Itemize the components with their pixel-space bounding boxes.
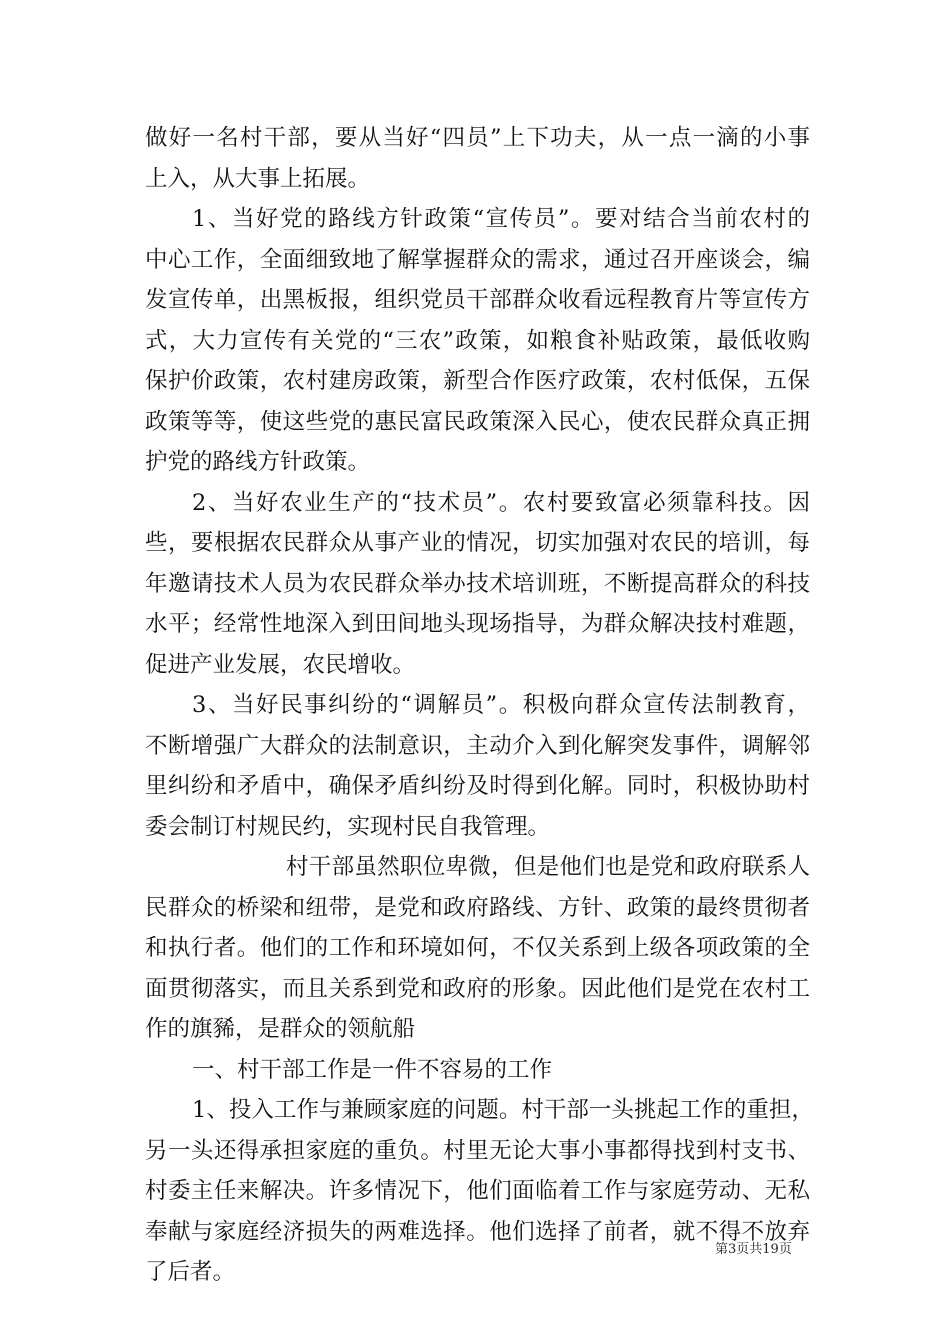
text-line: 发宣传单，出黑板报，组织党员干部群众收看远程教育片等宣传方	[145, 287, 810, 313]
text-line: 1、当好党的路线方针政策“宣传员”。要对结合当前农村的	[192, 206, 810, 232]
text-line: 式，大力宣传有关党的“三农”政策，如粮食补贴政策，最低收购	[145, 327, 810, 354]
text-line: 委会制订村规民约，实现村民自我管理。	[145, 813, 551, 840]
text-line: 一、村干部工作是一件不容易的工作	[192, 1056, 553, 1083]
text-line: 些，要根据农民群众从事产业的情况，切实加强对农民的培训，每	[145, 530, 810, 556]
text-line: 上入，从大事上拓展。	[145, 165, 371, 192]
text-line: 政策等等，使这些党的惠民富民政策深入民心，使农民群众真正拥	[145, 408, 810, 435]
page-number-footer: 第3页共19页	[715, 1242, 792, 1257]
text-line: 1、投入工作与兼顾家庭的问题。村干部一头挑起工作的重担，	[192, 1097, 814, 1123]
text-line: 奉献与家庭经济损失的两难选择。他们选择了前者，就不得不放弃	[145, 1218, 810, 1245]
text-line: 不断增强广大群众的法制意识，主动介入到化解突发事件，调解邻	[145, 732, 810, 759]
text-line: 民群众的桥梁和纽带，是党和政府路线、方针、政策的最终贯彻者	[145, 894, 810, 921]
text-line: 2、当好农业生产的“技术员”。农村要致富必须靠科技。因	[192, 489, 810, 516]
text-line: 做好一名村干部，要从当好“四员”上下功夫，从一点一滴的小事	[145, 125, 810, 151]
text-line: 村干部虽然职位卑微，但是他们也是党和政府联系人	[286, 854, 810, 880]
text-line: 护党的路线方针政策。	[145, 449, 371, 475]
text-line: 村委主任来解决。许多情况下，他们面临着工作与家庭劳动、无私	[145, 1178, 810, 1204]
text-line: 年邀请技术人员为农民群众举办技术培训班，不断提高群众的科技	[145, 570, 810, 597]
text-line: 作的旗豨，是群众的领航船	[145, 1016, 416, 1042]
body-text	[145, 118, 814, 1293]
text-line: 另一头还得承担家庭的重负。村里无论大事小事都得找到村支书、	[145, 1137, 810, 1164]
text-line: 3、当好民事纠纷的“调解员”。积极向群众宣传法制教育，	[192, 692, 810, 718]
text-line: 保护价政策，农村建房政策，新型合作医疗政策，农村低保，五保	[145, 368, 810, 394]
text-line: 促进产业发展，农民增收。	[145, 651, 416, 678]
text-line: 面贯彻落实，而且关系到党和政府的形象。因此他们是党在农村工	[145, 975, 810, 1002]
text-line: 水平；经常性地深入到田间地头现场指导，为群众解决技村难题，	[145, 611, 810, 637]
text-line: 和执行者。他们的工作和环境如何，不仅关系到上级各项政策的全	[145, 935, 810, 961]
text-line: 中心工作，全面细致地了解掌握群众的需求，通过召开座谈会，编	[145, 246, 810, 273]
text-line: 里纠纷和矛盾中，确保矛盾纠纷及时得到化解。同时，积极协助村	[145, 773, 810, 799]
text-line: 了后者。	[145, 1259, 236, 1285]
